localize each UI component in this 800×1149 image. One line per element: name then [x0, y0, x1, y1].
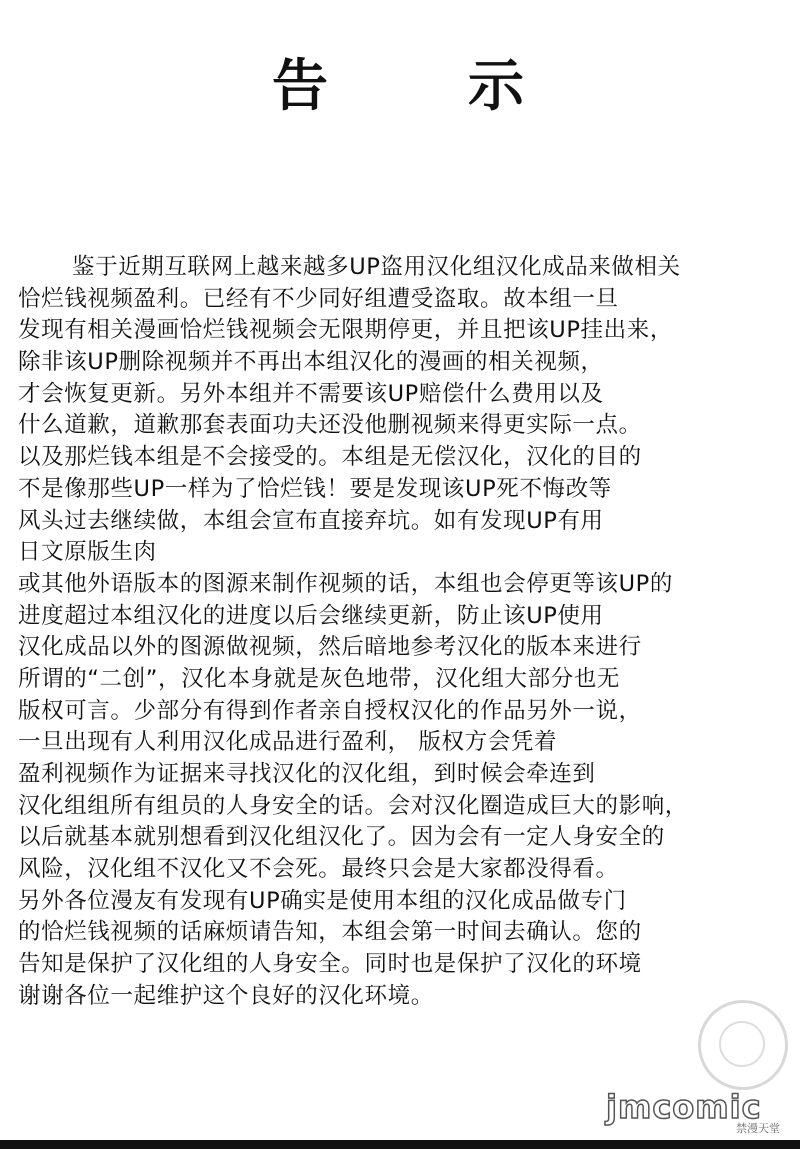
notice-line: 所谓的“二创”，汉化本身就是灰色地带，汉化组大部分也无 [18, 665, 621, 692]
notice-line: 鉴于近期互联网上越来越多UP盗用汉化组汉化成品来做相关 [72, 254, 681, 280]
notice-line: 才会恢复更新。另外本组并不需要该UP赔偿什么费用以及 [18, 380, 604, 407]
notice-line: 汉化成品以外的图源做视频，然后暗地参考汉化的版本来进行 [18, 634, 642, 661]
notice-line: 的恰烂钱视频的话麻烦请告知，本组会第一时间去确认。您的 [18, 919, 642, 946]
notice-line: 盈利视频作为证据来寻找汉化的汉化组，到时候会牵连到 [18, 761, 596, 787]
notice-title-char: 示 [468, 54, 524, 119]
notice-line: 或其他外语版本的图源来制作视频的话，本组也会停更等该UP的 [18, 570, 673, 597]
notice-title [0, 52, 800, 122]
notice-line: 风头过去继续做，本组会宣布直接弃坑。如有发现UP有用 [18, 507, 604, 534]
notice-line: 版权可言。少部分有得到作者亲自授权汉化的作品另外一说， [18, 697, 642, 724]
notice-line: 恰烂钱视频盈利。已经有不少同好组遭受盗取。故本组一旦 [18, 285, 619, 312]
notice-line: 汉化组组所有组员的人身安全的话。会对汉化圈造成巨大的影响， [18, 792, 688, 819]
watermark-logo: jmcomic [606, 1088, 762, 1126]
notice-line: 日文原版生肉 [18, 539, 157, 566]
notice-line: 另外各位漫友有发现有UP确实是使用本组的汉化成品做专门 [18, 887, 627, 914]
notice-line: 谢谢各位一起维护这个良好的汉化环境。 [18, 982, 434, 1009]
bottom-border [0, 1140, 800, 1149]
notice-line: 进度超过本组汉化的进度以后会继续更新，防止该UP使用 [18, 602, 604, 629]
notice-line: 以及那烂钱本组是不会接受的。本组是无偿汉化，汉化的目的 [18, 444, 642, 471]
notice-line: 什么道歉，道歉那套表面功夫还没他删视频来得更实际一点。 [18, 412, 642, 439]
notice-line: 告知是保护了汉化组的人身安全。同时也是保护了汉化的环境 [18, 951, 642, 978]
notice-line: 以后就基本就别想看到汉化组汉化了。因为会有一定人身安全的 [18, 824, 665, 851]
notice-line: 不是像那些UP一样为了恰烂钱！要是发现该UP死不悔改等 [18, 475, 612, 502]
watermark-subtext: 禁漫天堂 [736, 1122, 780, 1135]
notice-title-char: 告 [272, 54, 328, 119]
seal-stamp-icon [698, 1000, 788, 1090]
notice-body [18, 252, 800, 1013]
notice-line: 风险，汉化组不汉化又不会死。最终只会是大家都没得看。 [18, 856, 619, 883]
notice-line: 一旦出现有人利用汉化成品进行盈利， 版权方会凭着 [18, 729, 558, 756]
notice-line: 发现有相关漫画恰烂钱视频会无限期停更，并且把该UP挂出来， [18, 317, 673, 344]
notice-line: 除非该UP删除视频并不再出本组汉化的漫画的相关视频， [18, 349, 604, 376]
